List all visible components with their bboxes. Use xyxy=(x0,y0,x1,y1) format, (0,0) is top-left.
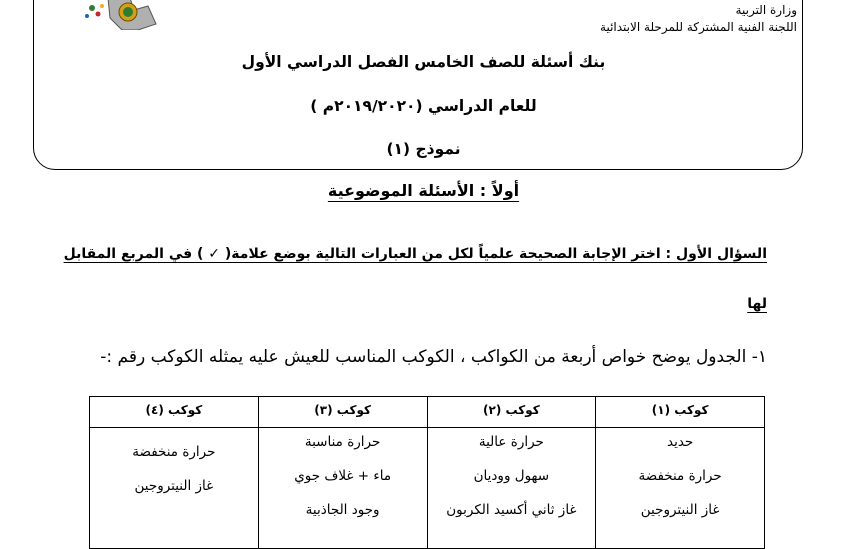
page-title: بنك أسئلة للصف الخامس الفصل الدراسي الأول xyxy=(241,53,606,71)
planet-2-cell xyxy=(427,428,596,549)
question-1-label: السؤال الأول xyxy=(676,246,767,262)
model-number: نموذج (١) xyxy=(386,140,461,158)
table-cell-line: غاز ثاني أكسيد الكربون xyxy=(446,502,577,518)
table-cell-line: حرارة منخفضة xyxy=(638,468,722,484)
ministry-name: وزارة التربية xyxy=(735,3,797,17)
table-cell-line: وجود الجاذبية xyxy=(305,502,380,518)
question-1-instruction-cont xyxy=(747,296,767,312)
column-header-planet-2: كوكب (٢) xyxy=(427,397,596,428)
column-header-planet-1: كوكب (١) xyxy=(596,397,765,428)
column-header-planet-3: كوكب (٣) xyxy=(258,397,427,428)
table-header-row xyxy=(90,397,765,428)
column-header-planet-4: كوكب (٤) xyxy=(90,397,259,428)
table-cell-line: غاز النيتروجين xyxy=(640,502,720,518)
planet-1-cell xyxy=(596,428,765,549)
section-title-text: أولاً : الأسئلة الموضوعية xyxy=(327,181,520,200)
table-cell-line: حرارة منخفضة xyxy=(132,444,216,460)
planet-4-cell xyxy=(90,428,259,549)
planet-3-cell xyxy=(258,428,427,549)
section-title xyxy=(0,181,847,200)
table-row xyxy=(90,428,765,549)
table-cell-line: حرارة مناسبة xyxy=(304,434,381,450)
academic-year: للعام الدراسي (٢٠١٩/٢٠٢٠م ) xyxy=(310,97,537,115)
question-1-instruction-cont-text: لها xyxy=(747,296,767,312)
table-cell-line: سهول ووديان xyxy=(473,468,550,484)
planets-table xyxy=(89,396,765,549)
table-cell-line: ماء + غلاف جوي xyxy=(294,468,392,484)
question-1-instruction xyxy=(63,246,767,262)
question-1-item-1: ١- الجدول يوضح خواص أربعة من الكواكب ، الكوكب المناسب للعيش عليه يمثله الكوكب رقم :- xyxy=(100,347,767,367)
table-cell-line: حرارة عالية xyxy=(478,434,544,450)
table-cell-line: غاز النيتروجين xyxy=(134,478,214,494)
committee-name: اللجنة الفنية المشتركة للمرحلة الابتدائية xyxy=(600,20,797,34)
question-1-instruction-text: : اختر الإجابة الصحيحة علمياً لكل من العبارات التالية بوضع علامة( ✓ ) في المربع المقابل xyxy=(63,246,677,262)
table-cell-line: حديد xyxy=(666,434,694,450)
